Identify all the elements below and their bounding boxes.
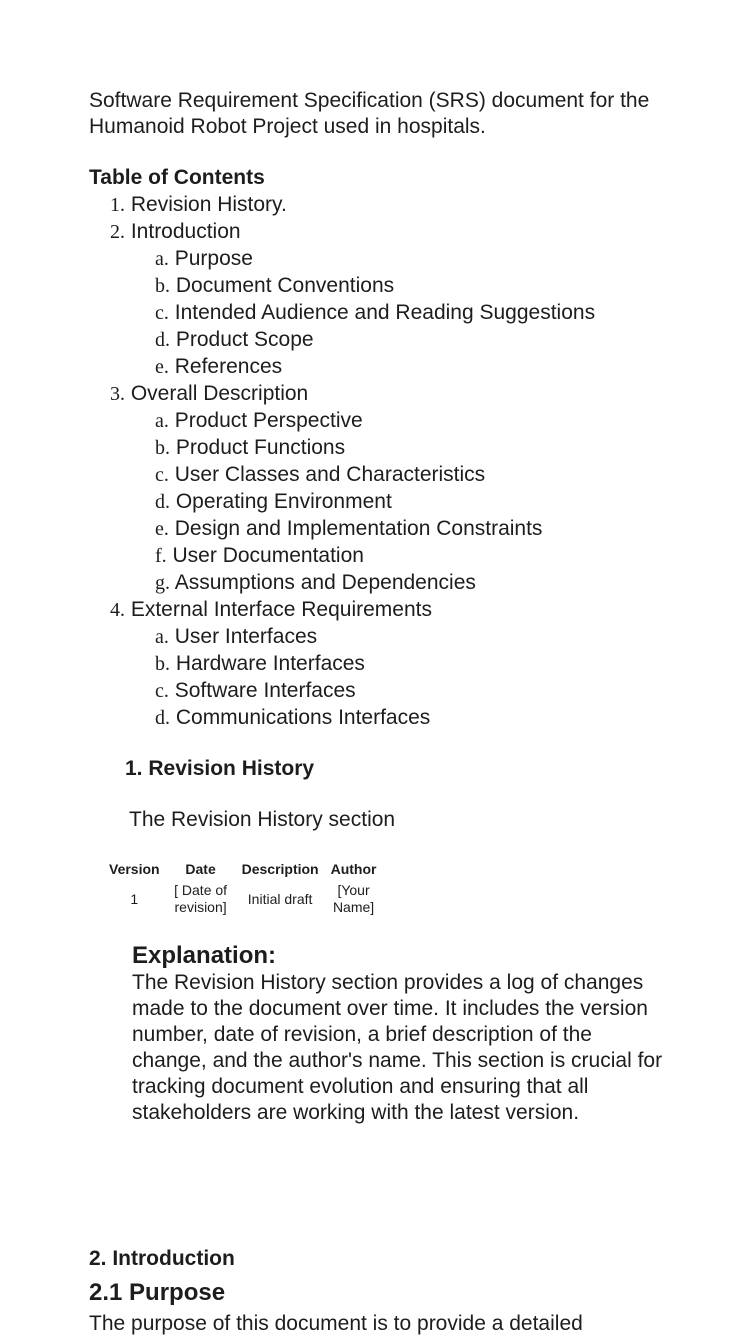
toc-marker: g. [155,572,170,594]
toc-label: Product Scope [175,328,314,351]
table-header-row [103,858,383,880]
intro-paragraph: Software Requirement Specification (SRS) document for the Humanoid Robot Project used in hospitals. [89,89,650,138]
toc-marker: d. [155,707,170,729]
toc-marker: 1. [110,194,125,216]
table-cell: Initial draft [247,890,313,907]
toc-marker: e. [155,356,169,378]
toc-marker: d. [155,329,170,351]
explanation-heading: Explanation: [132,942,277,969]
toc-label: Document Conventions [175,274,395,297]
revision-history-heading: 1. Revision History [125,757,315,780]
toc-marker: 4. [110,599,125,621]
column-header: Description [241,861,319,877]
toc-marker: c. [155,302,169,324]
toc-subitem [0,434,750,461]
toc-subitem [0,461,750,488]
toc-marker: e. [155,518,169,540]
toc-marker: b. [155,653,170,675]
toc-marker: b. [155,437,170,459]
toc-label: Overall Description [130,382,309,405]
toc-label: Assumptions and Dependencies [174,571,476,594]
toc-label: Product Perspective [174,409,363,432]
toc-marker: a. [155,626,169,648]
purpose-heading: 2.1 Purpose [89,1279,226,1306]
toc-subitem [0,272,750,299]
purpose-text: The purpose of this document is to provide a detailed [89,1312,583,1335]
toc-label: User Documentation [172,544,364,567]
toc-label: Communications Interfaces [175,706,431,729]
toc-item [0,218,750,245]
toc-label: Operating Environment [175,490,392,513]
toc-label: Hardware Interfaces [175,652,365,675]
toc-subitem [0,623,750,650]
revision-history-text: The Revision History section [129,808,396,831]
toc-marker: d. [155,491,170,513]
toc-marker: a. [155,248,169,270]
toc-subitem [0,353,750,380]
table-cell: [Your Name] [332,882,375,915]
toc-marker: 2. [110,221,125,243]
toc-marker: c. [155,464,169,486]
toc-item [0,596,750,623]
toc-item [0,380,750,407]
table-cell: [ Date of revision] [174,882,228,915]
toc-subitem [0,407,750,434]
toc-label: Software Interfaces [174,679,356,702]
explanation-body: The Revision History section provides a log of changes made to the document over time. It includes the version number, date of revision, a brief description of the change, and the author's name. This section is crucial for tracking document evolution and ensuring that all stakeholders are working with the latest version. [132,971,663,1124]
toc-marker: b. [155,275,170,297]
toc-label: Purpose [174,247,253,270]
toc-label: External Interface Requirements [130,598,432,621]
column-header: Date [185,861,216,877]
toc-subitem [0,515,750,542]
toc-marker: f. [155,545,167,567]
table-of-contents [0,191,750,731]
toc-marker: c. [155,680,169,702]
table-cell: 1 [130,890,139,907]
toc-label: Product Functions [175,436,346,459]
toc-subitem [0,488,750,515]
toc-subitem [0,704,750,731]
toc-marker: 3. [110,383,125,405]
toc-marker: a. [155,410,169,432]
revision-history-table [103,858,383,918]
toc-subitem [0,677,750,704]
introduction-heading: 2. Introduction [89,1247,235,1270]
toc-subitem [0,245,750,272]
toc-subitem [0,569,750,596]
toc-subitem [0,542,750,569]
toc-subitem [0,326,750,353]
toc-item [0,191,750,218]
toc-title: Table of Contents [89,166,265,189]
column-header: Author [330,861,377,877]
toc-label: Intended Audience and Reading Suggestions [174,301,596,324]
table-row [103,880,383,918]
toc-label: References [174,355,283,378]
toc-label: User Classes and Characteristics [174,463,486,486]
toc-label: Introduction [130,220,241,243]
toc-label: Revision History. [130,193,287,216]
toc-subitem [0,650,750,677]
column-header: Version [109,861,160,877]
toc-label: Design and Implementation Constraints [174,517,543,540]
toc-label: User Interfaces [174,625,318,648]
toc-subitem [0,299,750,326]
